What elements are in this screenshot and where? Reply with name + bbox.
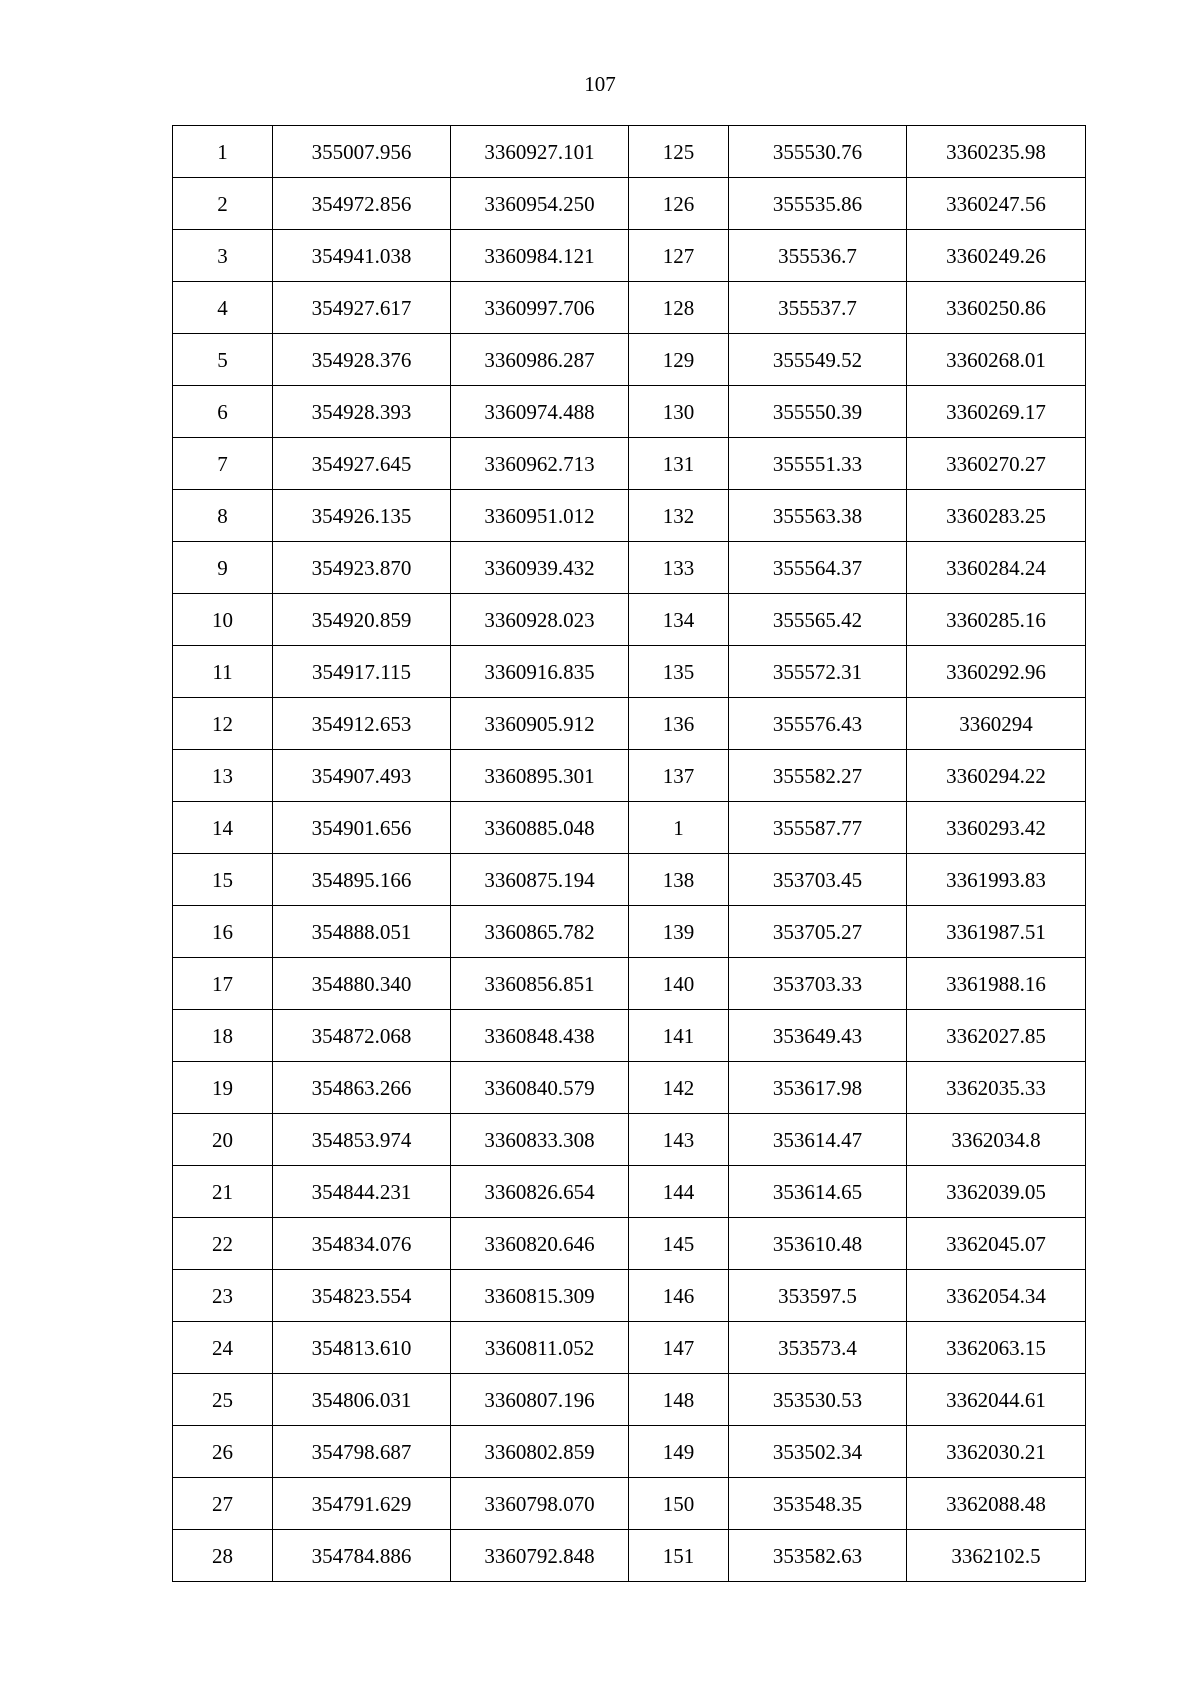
page-number: 107 (584, 72, 616, 96)
table-cell-y-coordinate-right: 3360247.56 (907, 178, 1086, 230)
table-cell-point-id-right: 146 (629, 1270, 729, 1322)
table-cell-point-id-right: 128 (629, 282, 729, 334)
table-row (173, 698, 1086, 750)
table-cell-y-coordinate-right: 3360285.16 (907, 594, 1086, 646)
table-cell-y-coordinate-right: 3362027.85 (907, 1010, 1086, 1062)
table-cell-point-id-left: 17 (173, 958, 273, 1010)
table-cell-x-coordinate-right: 355530.76 (729, 126, 907, 178)
table-row (173, 958, 1086, 1010)
table-cell-point-id-left: 15 (173, 854, 273, 906)
table-cell-y-coordinate-right: 3362088.48 (907, 1478, 1086, 1530)
table-cell-point-id-right: 136 (629, 698, 729, 750)
table-cell-x-coordinate-left: 355007.956 (273, 126, 451, 178)
table-cell-point-id-left: 20 (173, 1114, 273, 1166)
table-cell-point-id-left: 18 (173, 1010, 273, 1062)
table-body (173, 126, 1086, 1582)
table-row (173, 1166, 1086, 1218)
table-row (173, 1062, 1086, 1114)
table-cell-x-coordinate-left: 354798.687 (273, 1426, 451, 1478)
table-cell-x-coordinate-left: 354920.859 (273, 594, 451, 646)
table-cell-x-coordinate-left: 354941.038 (273, 230, 451, 282)
table-cell-y-coordinate-right: 3362054.34 (907, 1270, 1086, 1322)
table-cell-x-coordinate-left: 354834.076 (273, 1218, 451, 1270)
table-row (173, 490, 1086, 542)
table-cell-point-id-left: 21 (173, 1166, 273, 1218)
table-cell-x-coordinate-right: 353548.35 (729, 1478, 907, 1530)
table-cell-point-id-right: 134 (629, 594, 729, 646)
table-cell-point-id-right: 144 (629, 1166, 729, 1218)
table-cell-point-id-left: 6 (173, 386, 273, 438)
table-row (173, 1426, 1086, 1478)
table-cell-x-coordinate-right: 353597.5 (729, 1270, 907, 1322)
table-row (173, 230, 1086, 282)
table-cell-x-coordinate-left: 354880.340 (273, 958, 451, 1010)
table-cell-x-coordinate-right: 353617.98 (729, 1062, 907, 1114)
table-cell-x-coordinate-right: 355572.31 (729, 646, 907, 698)
table-cell-y-coordinate-right: 3360283.25 (907, 490, 1086, 542)
table-cell-x-coordinate-left: 354872.068 (273, 1010, 451, 1062)
coordinates-table (172, 125, 1086, 1582)
table-cell-point-id-left: 22 (173, 1218, 273, 1270)
table-cell-point-id-right: 133 (629, 542, 729, 594)
table-cell-y-coordinate-left: 3360807.196 (451, 1374, 629, 1426)
table-cell-point-id-right: 147 (629, 1322, 729, 1374)
table-cell-point-id-right: 135 (629, 646, 729, 698)
table-cell-y-coordinate-left: 3360997.706 (451, 282, 629, 334)
table-cell-y-coordinate-right: 3360294 (907, 698, 1086, 750)
table-cell-y-coordinate-left: 3360954.250 (451, 178, 629, 230)
table-cell-point-id-left: 19 (173, 1062, 273, 1114)
table-cell-x-coordinate-right: 355549.52 (729, 334, 907, 386)
table-row (173, 750, 1086, 802)
table-cell-point-id-right: 132 (629, 490, 729, 542)
table-cell-x-coordinate-left: 354844.231 (273, 1166, 451, 1218)
table-row (173, 1270, 1086, 1322)
table-cell-x-coordinate-left: 354927.645 (273, 438, 451, 490)
table-row (173, 438, 1086, 490)
table-cell-x-coordinate-left: 354853.974 (273, 1114, 451, 1166)
table-cell-x-coordinate-right: 353614.65 (729, 1166, 907, 1218)
table-cell-x-coordinate-right: 353582.63 (729, 1530, 907, 1582)
table-cell-y-coordinate-right: 3362044.61 (907, 1374, 1086, 1426)
table-row (173, 542, 1086, 594)
table-cell-point-id-left: 7 (173, 438, 273, 490)
table-cell-y-coordinate-left: 3360885.048 (451, 802, 629, 854)
table-cell-x-coordinate-left: 354907.493 (273, 750, 451, 802)
table-cell-x-coordinate-left: 354823.554 (273, 1270, 451, 1322)
table-cell-x-coordinate-left: 354928.376 (273, 334, 451, 386)
table-cell-y-coordinate-left: 3360856.851 (451, 958, 629, 1010)
table-cell-x-coordinate-left: 354901.656 (273, 802, 451, 854)
table-cell-point-id-right: 126 (629, 178, 729, 230)
table-cell-x-coordinate-left: 354784.886 (273, 1530, 451, 1582)
table-cell-point-id-right: 138 (629, 854, 729, 906)
table-cell-y-coordinate-right: 3362063.15 (907, 1322, 1086, 1374)
table-row (173, 1478, 1086, 1530)
table-cell-point-id-left: 10 (173, 594, 273, 646)
table-cell-y-coordinate-left: 3360815.309 (451, 1270, 629, 1322)
table-cell-point-id-left: 28 (173, 1530, 273, 1582)
table-row (173, 906, 1086, 958)
table-cell-x-coordinate-left: 354917.115 (273, 646, 451, 698)
table-cell-x-coordinate-right: 353705.27 (729, 906, 907, 958)
table-cell-x-coordinate-right: 355582.27 (729, 750, 907, 802)
table-row (173, 334, 1086, 386)
table-cell-x-coordinate-left: 354813.610 (273, 1322, 451, 1374)
table-cell-point-id-right: 1 (629, 802, 729, 854)
table-row (173, 1374, 1086, 1426)
table-cell-point-id-right: 145 (629, 1218, 729, 1270)
table-cell-y-coordinate-right: 3361987.51 (907, 906, 1086, 958)
table-cell-point-id-right: 149 (629, 1426, 729, 1478)
table-cell-x-coordinate-right: 353703.45 (729, 854, 907, 906)
table-cell-y-coordinate-left: 3360951.012 (451, 490, 629, 542)
table-cell-y-coordinate-right: 3360294.22 (907, 750, 1086, 802)
table-cell-point-id-left: 14 (173, 802, 273, 854)
table-cell-y-coordinate-right: 3360269.17 (907, 386, 1086, 438)
table-cell-point-id-left: 16 (173, 906, 273, 958)
table-cell-point-id-left: 26 (173, 1426, 273, 1478)
table-cell-point-id-left: 12 (173, 698, 273, 750)
table-cell-point-id-right: 129 (629, 334, 729, 386)
table-cell-point-id-left: 27 (173, 1478, 273, 1530)
table-cell-y-coordinate-left: 3360927.101 (451, 126, 629, 178)
table-cell-y-coordinate-left: 3360875.194 (451, 854, 629, 906)
table-cell-y-coordinate-right: 3360250.86 (907, 282, 1086, 334)
table-cell-point-id-left: 3 (173, 230, 273, 282)
table-cell-point-id-right: 131 (629, 438, 729, 490)
table-cell-point-id-right: 140 (629, 958, 729, 1010)
table-cell-point-id-left: 2 (173, 178, 273, 230)
table-cell-y-coordinate-left: 3360820.646 (451, 1218, 629, 1270)
table-row (173, 646, 1086, 698)
table-cell-x-coordinate-right: 355564.37 (729, 542, 907, 594)
table-cell-point-id-right: 143 (629, 1114, 729, 1166)
table-cell-point-id-left: 13 (173, 750, 273, 802)
table-cell-x-coordinate-left: 354912.653 (273, 698, 451, 750)
table-cell-x-coordinate-right: 355587.77 (729, 802, 907, 854)
table-cell-y-coordinate-left: 3360798.070 (451, 1478, 629, 1530)
table-cell-x-coordinate-left: 354927.617 (273, 282, 451, 334)
table-cell-x-coordinate-left: 354926.135 (273, 490, 451, 542)
table-cell-y-coordinate-left: 3360984.121 (451, 230, 629, 282)
table-cell-y-coordinate-left: 3360895.301 (451, 750, 629, 802)
table-cell-x-coordinate-left: 354928.393 (273, 386, 451, 438)
table-cell-x-coordinate-left: 354791.629 (273, 1478, 451, 1530)
table-cell-y-coordinate-right: 3360270.27 (907, 438, 1086, 490)
table-cell-x-coordinate-right: 355576.43 (729, 698, 907, 750)
table-cell-point-id-right: 137 (629, 750, 729, 802)
table-cell-x-coordinate-right: 353573.4 (729, 1322, 907, 1374)
table-row (173, 1114, 1086, 1166)
table-cell-x-coordinate-right: 353502.34 (729, 1426, 907, 1478)
table-cell-y-coordinate-right: 3361993.83 (907, 854, 1086, 906)
table-cell-point-id-left: 8 (173, 490, 273, 542)
table-row (173, 1010, 1086, 1062)
table-cell-y-coordinate-right: 3362102.5 (907, 1530, 1086, 1582)
table-cell-y-coordinate-right: 3360284.24 (907, 542, 1086, 594)
table-cell-point-id-left: 5 (173, 334, 273, 386)
table-cell-point-id-right: 150 (629, 1478, 729, 1530)
table-cell-y-coordinate-right: 3360249.26 (907, 230, 1086, 282)
table-cell-point-id-right: 127 (629, 230, 729, 282)
table-cell-x-coordinate-right: 355536.7 (729, 230, 907, 282)
table-cell-y-coordinate-right: 3362030.21 (907, 1426, 1086, 1478)
table-cell-x-coordinate-right: 355535.86 (729, 178, 907, 230)
table-cell-y-coordinate-left: 3360986.287 (451, 334, 629, 386)
table-cell-y-coordinate-left: 3360826.654 (451, 1166, 629, 1218)
table-cell-y-coordinate-left: 3360833.308 (451, 1114, 629, 1166)
table-cell-y-coordinate-left: 3360811.052 (451, 1322, 629, 1374)
table-cell-x-coordinate-left: 354923.870 (273, 542, 451, 594)
table-cell-y-coordinate-left: 3360928.023 (451, 594, 629, 646)
table-cell-y-coordinate-right: 3361988.16 (907, 958, 1086, 1010)
table-cell-y-coordinate-left: 3360974.488 (451, 386, 629, 438)
table-cell-point-id-left: 9 (173, 542, 273, 594)
table-cell-point-id-left: 4 (173, 282, 273, 334)
table-cell-x-coordinate-left: 354806.031 (273, 1374, 451, 1426)
table-cell-y-coordinate-right: 3360268.01 (907, 334, 1086, 386)
table-row (173, 126, 1086, 178)
table-cell-x-coordinate-left: 354972.856 (273, 178, 451, 230)
table-cell-y-coordinate-right: 3362039.05 (907, 1166, 1086, 1218)
table-cell-point-id-right: 151 (629, 1530, 729, 1582)
table-cell-y-coordinate-right: 3362035.33 (907, 1062, 1086, 1114)
table-cell-y-coordinate-right: 3362034.8 (907, 1114, 1086, 1166)
table-cell-y-coordinate-left: 3360916.835 (451, 646, 629, 698)
table-cell-y-coordinate-left: 3360905.912 (451, 698, 629, 750)
table-cell-x-coordinate-right: 355563.38 (729, 490, 907, 542)
table-cell-y-coordinate-left: 3360939.432 (451, 542, 629, 594)
table-row (173, 854, 1086, 906)
table-cell-y-coordinate-left: 3360848.438 (451, 1010, 629, 1062)
table-cell-point-id-right: 141 (629, 1010, 729, 1062)
table-cell-point-id-right: 130 (629, 386, 729, 438)
table-cell-x-coordinate-right: 353649.43 (729, 1010, 907, 1062)
table-cell-x-coordinate-right: 353703.33 (729, 958, 907, 1010)
table-cell-y-coordinate-left: 3360792.848 (451, 1530, 629, 1582)
table-cell-x-coordinate-right: 353614.47 (729, 1114, 907, 1166)
table-cell-point-id-left: 1 (173, 126, 273, 178)
table-cell-x-coordinate-left: 354888.051 (273, 906, 451, 958)
table-cell-point-id-right: 139 (629, 906, 729, 958)
table-row (173, 1322, 1086, 1374)
table-cell-point-id-left: 25 (173, 1374, 273, 1426)
table-cell-y-coordinate-left: 3360865.782 (451, 906, 629, 958)
table-cell-point-id-right: 148 (629, 1374, 729, 1426)
table-cell-y-coordinate-right: 3360235.98 (907, 126, 1086, 178)
table-row (173, 1218, 1086, 1270)
table-row (173, 802, 1086, 854)
table-cell-point-id-right: 142 (629, 1062, 729, 1114)
table-cell-y-coordinate-left: 3360962.713 (451, 438, 629, 490)
table-cell-y-coordinate-right: 3362045.07 (907, 1218, 1086, 1270)
table-cell-point-id-left: 11 (173, 646, 273, 698)
table-cell-point-id-right: 125 (629, 126, 729, 178)
table-cell-y-coordinate-left: 3360802.859 (451, 1426, 629, 1478)
table-cell-y-coordinate-left: 3360840.579 (451, 1062, 629, 1114)
table-row (173, 386, 1086, 438)
table-cell-x-coordinate-left: 354863.266 (273, 1062, 451, 1114)
table-row (173, 1530, 1086, 1582)
table-row (173, 178, 1086, 230)
table-row (173, 594, 1086, 646)
table-cell-x-coordinate-right: 353610.48 (729, 1218, 907, 1270)
table-cell-y-coordinate-right: 3360292.96 (907, 646, 1086, 698)
table-cell-x-coordinate-right: 355550.39 (729, 386, 907, 438)
table-cell-x-coordinate-right: 355537.7 (729, 282, 907, 334)
table-cell-y-coordinate-right: 3360293.42 (907, 802, 1086, 854)
table-cell-x-coordinate-right: 355551.33 (729, 438, 907, 490)
table-cell-x-coordinate-left: 354895.166 (273, 854, 451, 906)
table-cell-x-coordinate-right: 353530.53 (729, 1374, 907, 1426)
table-cell-point-id-left: 23 (173, 1270, 273, 1322)
table-cell-point-id-left: 24 (173, 1322, 273, 1374)
table-cell-x-coordinate-right: 355565.42 (729, 594, 907, 646)
table-row (173, 282, 1086, 334)
